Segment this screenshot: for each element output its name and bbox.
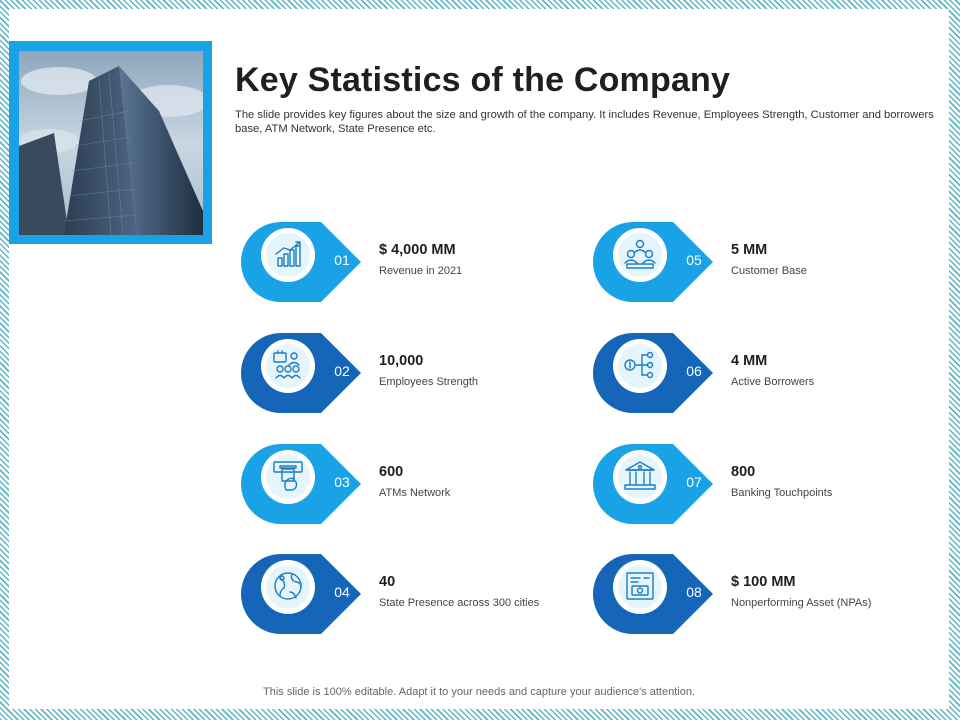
stat-number: 07 [686,474,702,490]
slide [9,9,949,709]
stat-item-07 [593,444,933,524]
document-money-icon [620,566,660,606]
photo-frame [9,41,212,244]
stat-item-05 [593,222,933,302]
stat-value: 4 MM [731,353,768,369]
stat-label: Banking Touchpoints [731,487,833,499]
atm-icon [268,456,308,496]
page-subtitle: The slide provides key figures about the size and growth of the company. It includes Revenue, Employees Strength, Customer and borrowers base, ATM Network, State Presence etc. [235,109,934,135]
page-title: Key Statistics of the Company [235,61,731,99]
stat-value: 10,000 [379,353,424,369]
stat-label: Customer Base [731,265,807,277]
stat-value: 800 [731,464,756,480]
stat-number: 03 [334,474,350,490]
stat-item-03 [241,444,581,524]
stat-item-06 [593,333,933,413]
stat-item-04 [241,554,581,634]
bank-building-icon [620,456,660,496]
skyscraper-photo [19,51,203,235]
stat-value: $ 4,000 MM [379,242,456,258]
stat-item-08 [593,554,933,634]
stat-value: 600 [379,464,404,480]
stat-value: $ 100 MM [731,574,796,590]
stat-number: 05 [686,252,702,268]
stat-number: 02 [334,363,350,379]
customers-icon [620,234,660,274]
stat-value: 5 MM [731,242,768,258]
globe-map-icon [268,566,308,606]
stat-label: Employees Strength [379,376,479,388]
stat-label: Revenue in 2021 [379,265,463,277]
footer-note: This slide is 100% editable. Adapt it to your needs and capture your audience's attention. [263,686,695,698]
borrowers-icon [620,345,660,385]
stat-item-02 [241,333,581,413]
stat-label: State Presence across 300 cities [379,597,540,609]
employees-icon [268,345,308,385]
stat-label: ATMs Network [379,487,451,499]
skyscraper-illustration [19,51,203,235]
stat-item-01 [241,222,581,302]
stat-number: 04 [334,584,350,600]
stat-number: 06 [686,363,702,379]
stat-number: 08 [686,584,702,600]
stat-number: 01 [334,252,350,268]
stat-label: Nonperforming Asset (NPAs) [731,597,872,609]
stat-value: 40 [379,574,396,590]
revenue-chart-icon [268,234,308,274]
stat-label: Active Borrowers [731,376,815,388]
